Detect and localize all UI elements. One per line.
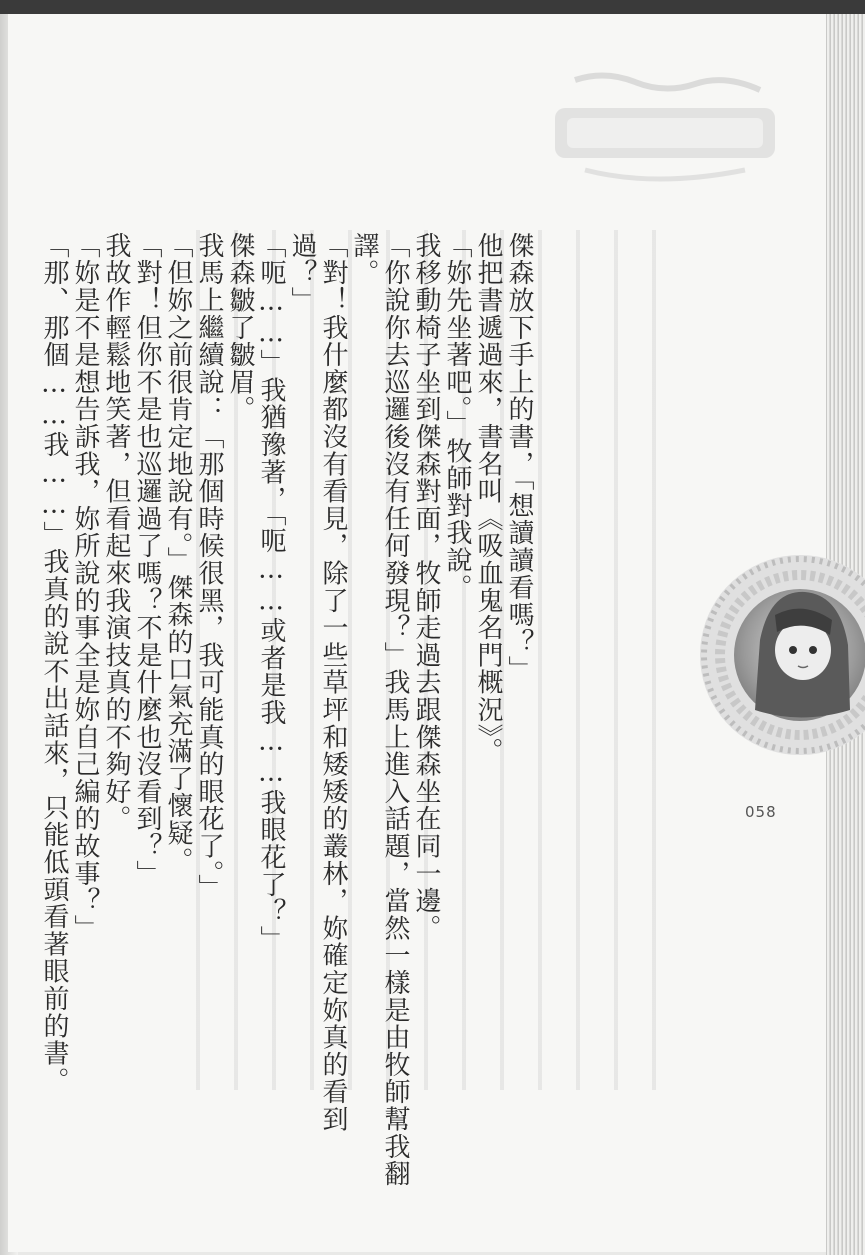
text-column: 「你說你去巡邏後沒有任何發現？」我馬上進入話題，當然一樣是由牧師幫我翻 [380, 232, 410, 1188]
text-column: 譯。 [349, 232, 379, 287]
character-medallion [700, 520, 865, 790]
scan-top-border [0, 0, 865, 14]
vertical-text-block [39, 232, 534, 1188]
text-column: 「但妳之前很肯定地說有。」傑森的口氣充滿了懷疑。 [163, 232, 193, 875]
text-column: 「妳先坐著吧。」牧師對我說。 [442, 232, 472, 602]
text-column: 「對！我什麼都沒有看見，除了一些草坪和矮矮的叢林，妳確定妳真的看到 [318, 232, 348, 1133]
text-column: 我移動椅子坐到傑森對面，牧師走過去跟傑森坐在同一邊。 [411, 232, 441, 942]
text-column: 「妳是不是想告訴我，妳所說的事全是妳自己編的故事？」 [70, 232, 100, 942]
series-logo-ghost [545, 70, 785, 190]
text-column: 過？」 [287, 232, 317, 314]
text-column: 「呃……」我猶豫著，「呃……或者是我……我眼花了？」 [256, 232, 286, 953]
page-number: 058 [745, 803, 777, 821]
text-column: 傑森皺了皺眉。 [225, 232, 255, 424]
text-column: 「那、那個……我……」我真的說不出話來，只能低頭看著眼前的書。 [39, 232, 69, 1095]
text-column: 我故作輕鬆地笑著，但看起來我演技真的不夠好。 [101, 232, 131, 833]
text-column: 我馬上繼續說：「那個時候很黑，我可能真的眼花了。」 [194, 232, 224, 902]
text-column: 他把書遞過來，書名叫《吸血鬼名門概況》。 [473, 232, 503, 765]
text-column: 傑森放下手上的書，「想讀讀看嗎？」 [504, 232, 534, 684]
text-column: 「對！但你不是也巡邏過了嗎？不是什麼也沒看到？」 [132, 232, 162, 888]
